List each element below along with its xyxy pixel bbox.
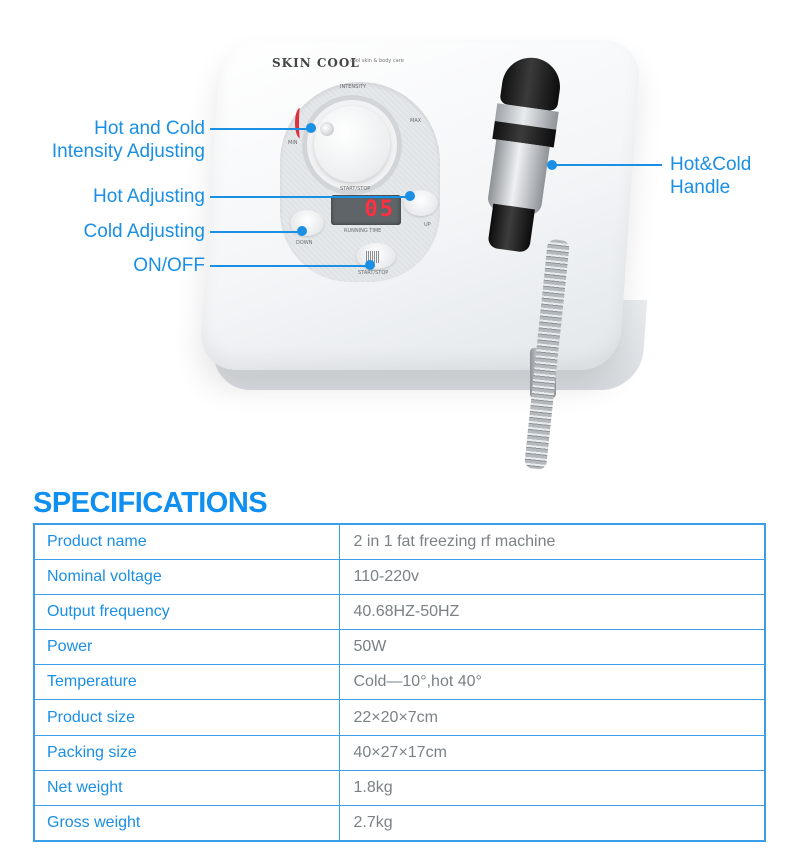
lcd-value: 05 [364,197,395,222]
brand-logo: SKIN COOL [272,56,360,70]
brand-tagline: cool skin & body care [350,58,404,64]
table-row [34,700,765,735]
intensity-led-indicator [295,108,305,138]
specifications-table [33,523,766,842]
callout-leader-line [210,196,410,198]
callout-label-onoff: ON/OFF [133,255,205,276]
spec-key: Packing size [34,735,339,770]
callout-leader-line [210,265,370,267]
handle-grip [487,204,535,253]
up-label: UP [424,222,431,228]
table-row [34,806,765,841]
spec-key: Net weight [34,770,339,805]
callout-label-intensity [20,117,205,163]
spec-key: Power [34,630,339,665]
callout-handle-line2: Handle [670,177,731,198]
callout-handle-line1: Hot&Cold [670,154,752,175]
table-row [34,524,765,559]
table-row [34,735,765,770]
callout-dot [405,191,415,201]
spec-value: 110-220v [339,559,765,594]
callout-intensity-line1: Hot and Cold [94,118,205,139]
spec-key: Product name [34,524,339,559]
table-row [34,665,765,700]
start-stop-label: START/STOP [358,270,389,276]
callout-label-cold: Cold Adjusting [83,221,205,242]
callout-dot [365,260,375,270]
lcd-caption: RUNNING TIME [344,228,382,234]
table-row [34,630,765,665]
max-label: MAX [410,118,422,124]
down-label: DOWN [296,240,313,246]
spec-value: 22×20×7cm [339,700,765,735]
specifications-title: SPECIFICATIONS [33,487,268,519]
dial-dimple [320,122,334,136]
spec-key: Nominal voltage [34,559,339,594]
spec-value: 50W [339,630,765,665]
spec-value: 2.7kg [339,806,765,841]
spec-value: 40.68HZ-50HZ [339,594,765,629]
table-row [34,770,765,805]
callout-leader-line [210,231,302,233]
spec-key: Temperature [34,665,339,700]
min-label: MIN [288,140,298,146]
spec-value: Cold—10°,hot 40° [339,665,765,700]
callout-dot [297,226,307,236]
callout-intensity-line2: Intensity Adjusting [51,141,205,162]
callout-dot [306,123,316,133]
spec-key: Gross weight [34,806,339,841]
intensity-dial-knob [314,106,390,182]
callout-leader-line [210,128,312,130]
callout-label-hot: Hot Adjusting [93,186,205,207]
intensity-label: INTENSITY [340,84,366,90]
start-stop-top-label: START/STOP [340,186,371,192]
spec-key: Product size [34,700,339,735]
spec-value: 1.8kg [339,770,765,805]
spec-value: 2 in 1 fat freezing rf machine [339,524,765,559]
table-row [34,594,765,629]
table-row [34,559,765,594]
callout-leader-line [552,164,662,166]
handle-cap [499,54,563,112]
callout-label-handle [670,153,790,199]
lcd-display [331,195,401,225]
spec-value: 40×27×17cm [339,735,765,770]
spec-key: Output frequency [34,594,339,629]
